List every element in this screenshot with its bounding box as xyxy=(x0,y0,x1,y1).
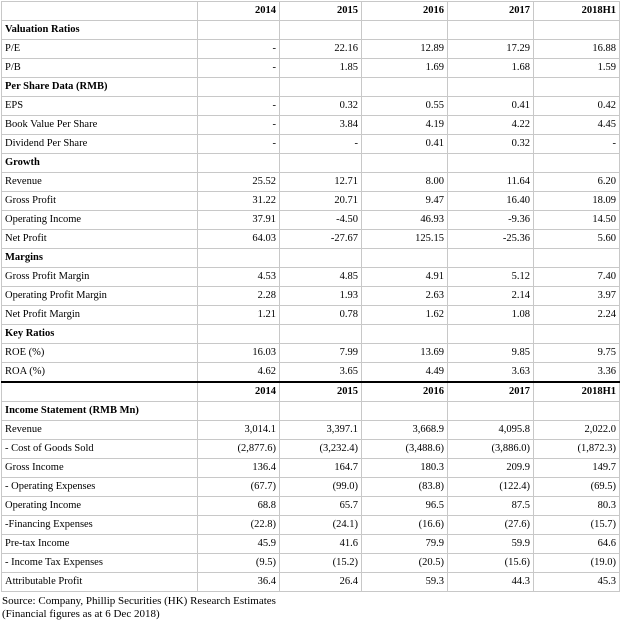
value-cell: 1.68 xyxy=(448,59,534,78)
value-cell: -4.50 xyxy=(280,211,362,230)
value-cell: 3,014.1 xyxy=(198,421,280,440)
value-cell: 8.00 xyxy=(362,173,448,192)
row-label: Operating Profit Margin xyxy=(2,287,198,306)
year-header: 2017 xyxy=(448,2,534,21)
value-cell: (15.7) xyxy=(534,516,620,535)
table-footer xyxy=(2,595,276,621)
value-cell: 45.3 xyxy=(534,573,620,592)
table-row xyxy=(2,497,620,516)
year-header: 2015 xyxy=(280,2,362,21)
value-cell: 4.19 xyxy=(362,116,448,135)
empty-cell xyxy=(198,249,280,268)
value-cell: 12.89 xyxy=(362,40,448,59)
value-cell: -25.36 xyxy=(448,230,534,249)
row-label: P/E xyxy=(2,40,198,59)
row-label: Book Value Per Share xyxy=(2,116,198,135)
row-label: Net Profit xyxy=(2,230,198,249)
value-cell: 0.42 xyxy=(534,97,620,116)
table-row xyxy=(2,287,620,306)
empty-cell xyxy=(362,154,448,173)
value-cell: 80.3 xyxy=(534,497,620,516)
year-header: 2017 xyxy=(448,382,534,402)
value-cell: 36.4 xyxy=(198,573,280,592)
value-cell: -9.36 xyxy=(448,211,534,230)
row-label: - Cost of Goods Sold xyxy=(2,440,198,459)
row-label: EPS xyxy=(2,97,198,116)
year-header: 2016 xyxy=(362,382,448,402)
value-cell: 64.6 xyxy=(534,535,620,554)
value-cell: 5.12 xyxy=(448,268,534,287)
value-cell: 149.7 xyxy=(534,459,620,478)
value-cell: 2.14 xyxy=(448,287,534,306)
empty-cell xyxy=(448,402,534,421)
table-row xyxy=(2,268,620,287)
value-cell: 7.99 xyxy=(280,344,362,363)
header-blank-cell xyxy=(2,382,198,402)
empty-cell xyxy=(280,21,362,40)
year-header-row xyxy=(2,2,620,21)
table-row xyxy=(2,440,620,459)
empty-cell xyxy=(534,325,620,344)
section-header-row xyxy=(2,249,620,268)
table-row xyxy=(2,97,620,116)
year-header: 2018H1 xyxy=(534,2,620,21)
table-row xyxy=(2,573,620,592)
value-cell: 68.8 xyxy=(198,497,280,516)
table-row xyxy=(2,306,620,325)
row-label: Net Profit Margin xyxy=(2,306,198,325)
value-cell: 46.93 xyxy=(362,211,448,230)
empty-cell xyxy=(448,78,534,97)
value-cell: 2.28 xyxy=(198,287,280,306)
row-label: -Financing Expenses xyxy=(2,516,198,535)
value-cell: 3.63 xyxy=(448,363,534,383)
value-cell: 18.09 xyxy=(534,192,620,211)
value-cell: 164.7 xyxy=(280,459,362,478)
section-header-row xyxy=(2,78,620,97)
section-title: Growth xyxy=(2,154,198,173)
row-label: ROA (%) xyxy=(2,363,198,383)
value-cell: (24.1) xyxy=(280,516,362,535)
table-row xyxy=(2,173,620,192)
value-cell: (99.0) xyxy=(280,478,362,497)
table-row xyxy=(2,344,620,363)
row-label: Operating Income xyxy=(2,211,198,230)
value-cell: 6.20 xyxy=(534,173,620,192)
value-cell: 1.93 xyxy=(280,287,362,306)
table-row xyxy=(2,135,620,154)
value-cell: 0.32 xyxy=(448,135,534,154)
value-cell: 9.47 xyxy=(362,192,448,211)
empty-cell xyxy=(198,21,280,40)
value-cell: 4,095.8 xyxy=(448,421,534,440)
empty-cell xyxy=(198,402,280,421)
value-cell: (2,877.6) xyxy=(198,440,280,459)
value-cell: 180.3 xyxy=(362,459,448,478)
value-cell: (69.5) xyxy=(534,478,620,497)
value-cell: 17.29 xyxy=(448,40,534,59)
empty-cell xyxy=(448,249,534,268)
value-cell: 4.85 xyxy=(280,268,362,287)
row-label: - Operating Expenses xyxy=(2,478,198,497)
value-cell: 3.97 xyxy=(534,287,620,306)
empty-cell xyxy=(362,21,448,40)
row-label: Gross Profit Margin xyxy=(2,268,198,287)
value-cell: 3.84 xyxy=(280,116,362,135)
value-cell: 65.7 xyxy=(280,497,362,516)
date-note: (Financial figures as at 6 Dec 2018) xyxy=(2,608,160,620)
value-cell: 1.59 xyxy=(534,59,620,78)
value-cell: 59.9 xyxy=(448,535,534,554)
value-cell: (3,488.6) xyxy=(362,440,448,459)
year-header: 2014 xyxy=(198,382,280,402)
empty-cell xyxy=(362,249,448,268)
empty-cell xyxy=(280,78,362,97)
value-cell: - xyxy=(534,135,620,154)
section-header-row xyxy=(2,21,620,40)
value-cell: 64.03 xyxy=(198,230,280,249)
row-label: Pre-tax Income xyxy=(2,535,198,554)
table-row xyxy=(2,363,620,383)
value-cell: 11.64 xyxy=(448,173,534,192)
value-cell: - xyxy=(198,135,280,154)
empty-cell xyxy=(534,402,620,421)
value-cell: (1,872.3) xyxy=(534,440,620,459)
empty-cell xyxy=(198,78,280,97)
value-cell: 26.4 xyxy=(280,573,362,592)
value-cell: 125.15 xyxy=(362,230,448,249)
value-cell: 3.36 xyxy=(534,363,620,383)
table-row xyxy=(2,478,620,497)
value-cell: (67.7) xyxy=(198,478,280,497)
table-row xyxy=(2,459,620,478)
value-cell: 20.71 xyxy=(280,192,362,211)
row-label: Dividend Per Share xyxy=(2,135,198,154)
year-header: 2016 xyxy=(362,2,448,21)
value-cell: (19.0) xyxy=(534,554,620,573)
table-row xyxy=(2,116,620,135)
value-cell: 1.85 xyxy=(280,59,362,78)
row-label: ROE (%) xyxy=(2,344,198,363)
value-cell: 22.16 xyxy=(280,40,362,59)
value-cell: 16.88 xyxy=(534,40,620,59)
value-cell: 4.49 xyxy=(362,363,448,383)
value-cell: 4.53 xyxy=(198,268,280,287)
empty-cell xyxy=(198,325,280,344)
section-header-row xyxy=(2,402,620,421)
row-label: Operating Income xyxy=(2,497,198,516)
section-title: Key Ratios xyxy=(2,325,198,344)
empty-cell xyxy=(534,21,620,40)
section-header-row xyxy=(2,154,620,173)
table-row xyxy=(2,192,620,211)
empty-cell xyxy=(280,154,362,173)
value-cell: 59.3 xyxy=(362,573,448,592)
value-cell: 9.75 xyxy=(534,344,620,363)
value-cell: - xyxy=(198,116,280,135)
value-cell: 25.52 xyxy=(198,173,280,192)
row-label: Revenue xyxy=(2,173,198,192)
empty-cell xyxy=(448,325,534,344)
value-cell: 4.45 xyxy=(534,116,620,135)
table-row xyxy=(2,554,620,573)
value-cell: - xyxy=(198,97,280,116)
value-cell: 31.22 xyxy=(198,192,280,211)
value-cell: 1.21 xyxy=(198,306,280,325)
table-row xyxy=(2,516,620,535)
section-title: Per Share Data (RMB) xyxy=(2,78,198,97)
value-cell: - xyxy=(198,59,280,78)
value-cell: (20.5) xyxy=(362,554,448,573)
empty-cell xyxy=(198,154,280,173)
value-cell: 1.62 xyxy=(362,306,448,325)
empty-cell xyxy=(362,325,448,344)
empty-cell xyxy=(448,21,534,40)
value-cell: 5.60 xyxy=(534,230,620,249)
table-row xyxy=(2,40,620,59)
value-cell: 9.85 xyxy=(448,344,534,363)
year-header: 2015 xyxy=(280,382,362,402)
value-cell: 37.91 xyxy=(198,211,280,230)
value-cell: 1.69 xyxy=(362,59,448,78)
year-header-row xyxy=(2,382,620,402)
value-cell: 1.08 xyxy=(448,306,534,325)
empty-cell xyxy=(362,78,448,97)
empty-cell xyxy=(280,249,362,268)
value-cell: 0.41 xyxy=(448,97,534,116)
table-row xyxy=(2,535,620,554)
value-cell: 16.03 xyxy=(198,344,280,363)
row-label: - Income Tax Expenses xyxy=(2,554,198,573)
value-cell: 3,397.1 xyxy=(280,421,362,440)
value-cell: 7.40 xyxy=(534,268,620,287)
source-note: Source: Company, Phillip Securities (HK) Research Estimates xyxy=(2,595,276,607)
value-cell: 13.69 xyxy=(362,344,448,363)
value-cell: (16.6) xyxy=(362,516,448,535)
value-cell: 0.55 xyxy=(362,97,448,116)
value-cell: 87.5 xyxy=(448,497,534,516)
value-cell: -27.67 xyxy=(280,230,362,249)
header-blank-cell xyxy=(2,2,198,21)
value-cell: 4.22 xyxy=(448,116,534,135)
value-cell: 3,668.9 xyxy=(362,421,448,440)
row-label: Gross Income xyxy=(2,459,198,478)
value-cell: - xyxy=(280,135,362,154)
empty-cell xyxy=(534,249,620,268)
value-cell: (22.8) xyxy=(198,516,280,535)
value-cell: (122.4) xyxy=(448,478,534,497)
row-label: Revenue xyxy=(2,421,198,440)
row-label: Gross Profit xyxy=(2,192,198,211)
value-cell: 0.78 xyxy=(280,306,362,325)
value-cell: 2.63 xyxy=(362,287,448,306)
value-cell: 44.3 xyxy=(448,573,534,592)
empty-cell xyxy=(534,78,620,97)
empty-cell xyxy=(280,325,362,344)
section-header-row xyxy=(2,325,620,344)
value-cell: (15.6) xyxy=(448,554,534,573)
section-title: Margins xyxy=(2,249,198,268)
value-cell: 0.32 xyxy=(280,97,362,116)
value-cell: 12.71 xyxy=(280,173,362,192)
table-row xyxy=(2,421,620,440)
value-cell: 209.9 xyxy=(448,459,534,478)
section-title: Valuation Ratios xyxy=(2,21,198,40)
value-cell: (27.6) xyxy=(448,516,534,535)
value-cell: 96.5 xyxy=(362,497,448,516)
value-cell: (3,886.0) xyxy=(448,440,534,459)
value-cell: 79.9 xyxy=(362,535,448,554)
year-header: 2014 xyxy=(198,2,280,21)
value-cell: 14.50 xyxy=(534,211,620,230)
row-label: P/B xyxy=(2,59,198,78)
year-header: 2018H1 xyxy=(534,382,620,402)
value-cell: 2,022.0 xyxy=(534,421,620,440)
section-title: Income Statement (RMB Mn) xyxy=(2,402,198,421)
empty-cell xyxy=(280,402,362,421)
empty-cell xyxy=(362,402,448,421)
financial-summary-table xyxy=(1,1,620,592)
value-cell: 41.6 xyxy=(280,535,362,554)
value-cell: 0.41 xyxy=(362,135,448,154)
value-cell: (83.8) xyxy=(362,478,448,497)
value-cell: 4.91 xyxy=(362,268,448,287)
value-cell: (3,232.4) xyxy=(280,440,362,459)
value-cell: (15.2) xyxy=(280,554,362,573)
value-cell: 2.24 xyxy=(534,306,620,325)
value-cell: 45.9 xyxy=(198,535,280,554)
value-cell: (9.5) xyxy=(198,554,280,573)
table-row xyxy=(2,59,620,78)
table-row xyxy=(2,211,620,230)
row-label: Attributable Profit xyxy=(2,573,198,592)
empty-cell xyxy=(448,154,534,173)
table-row xyxy=(2,230,620,249)
value-cell: 3.65 xyxy=(280,363,362,383)
value-cell: - xyxy=(198,40,280,59)
value-cell: 4.62 xyxy=(198,363,280,383)
empty-cell xyxy=(534,154,620,173)
value-cell: 136.4 xyxy=(198,459,280,478)
value-cell: 16.40 xyxy=(448,192,534,211)
